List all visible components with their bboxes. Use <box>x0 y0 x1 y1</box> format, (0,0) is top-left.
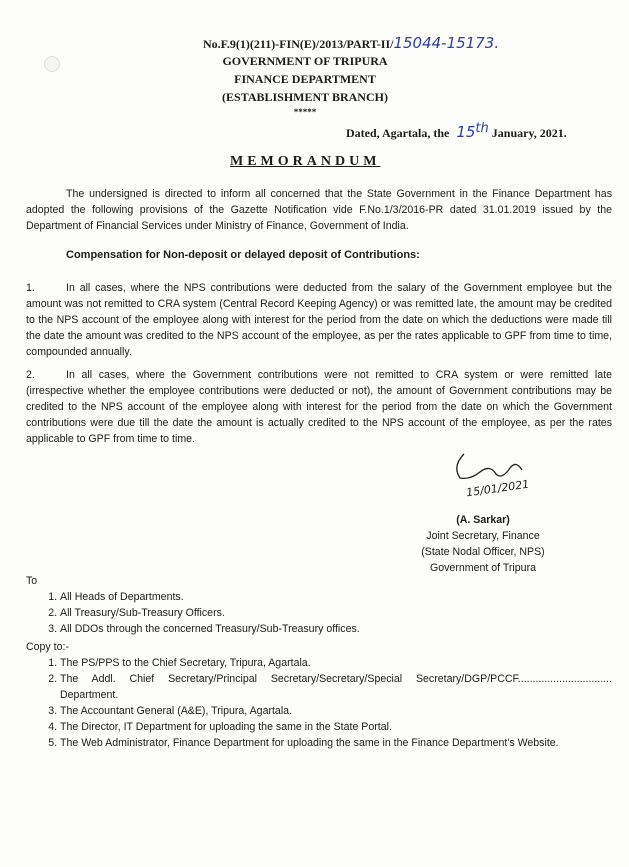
branch-name: (ESTABLISHMENT BRANCH) <box>222 90 388 104</box>
to-item: 1. All Heads of Departments. <box>60 589 612 605</box>
department-name: FINANCE DEPARTMENT <box>234 72 376 86</box>
signature-date: 15/01/2021 <box>465 477 531 500</box>
date-suffix: January, 2021. <box>491 126 567 140</box>
copy-to-item: 3. The Accountant General (A&E), Tripura, Agartala. <box>60 703 612 719</box>
copy-to-item: 1. The PS/PPS to the Chief Secretary, Tripura, Agartala. <box>60 655 612 671</box>
signatory-name: (A. Sarkar) <box>456 514 510 526</box>
intro-text: The undersigned is directed to inform all concerned that the State Government in the Finance Department has adopted the following provisions of the Gazette Notification vide F.No.1/3/2016-PR dated 31.01.2019 issued by the Department of Financial Services under Ministry of Finance, Government of India. <box>26 188 612 232</box>
copy-to-list <box>26 655 612 751</box>
letterhead <box>180 52 430 118</box>
copy-to-item: 5. The Web Administrator, Finance Department for uploading the same in the Finance Department's Website. <box>60 735 612 751</box>
to-label: To <box>26 575 38 587</box>
handwritten-sup: th <box>475 121 489 136</box>
memorandum-title: MEMORANDUM <box>230 154 381 169</box>
signatory-block <box>418 512 548 576</box>
point-1 <box>26 280 612 360</box>
government-name: GOVERNMENT OF TRIPURA <box>222 54 388 68</box>
signatory-designation: Joint Secretary, Finance <box>426 530 540 542</box>
to-section <box>26 573 612 751</box>
copy-to-label: Copy to:- <box>26 641 69 653</box>
punch-hole <box>44 56 60 72</box>
signatory-org: Government of Tripura <box>430 562 536 574</box>
handwritten-day: 15 <box>456 123 476 141</box>
stars: ***** <box>293 107 317 117</box>
to-item: 2. All Treasury/Sub-Treasury Officers. <box>60 605 612 621</box>
file-number <box>203 34 499 53</box>
subheading: Compensation for Non-deposit or delayed deposit of Contributions: <box>66 249 420 261</box>
intro-paragraph <box>26 186 612 234</box>
point-2-text: In all cases, where the Government contributions were not remitted to CRA system or were remitted late (irrespective whether the employee contributions were deducted or not), the amount of Government contributions may be credited to the NPS account of the employee along with interest for the period from the date on which the Government contributions were due till the date the amount is actually credited to the NPS account of the employee, as per the rates applicable to GPF from time to time. <box>26 369 612 445</box>
date-prefix: Dated, Agartala, the <box>346 126 450 140</box>
point-2 <box>26 367 612 447</box>
point-1-number: 1. <box>26 282 35 294</box>
copy-to-item: 2. The Addl. Chief Secretary/Principal Secretary/Secretary/Special Secretary/DGP/PCCF................................ Department. <box>60 671 612 703</box>
signature-mark <box>450 450 530 510</box>
handwritten-number: 15044-15173. <box>393 34 500 52</box>
to-item: 3. All DDOs through the concerned Treasury/Sub-Treasury offices. <box>60 621 612 637</box>
point-1-text: In all cases, where the NPS contributions were deducted from the salary of the Government employee but the amount was not remitted to CRA system (Central Record Keeping Agency) or was remitted late, the amount may be credited to the NPS account of the employee along with interest for the period from the date on which the deductions were made till the date the amount was credited to the NPS account of the employee, as per the rates applicable to GPF from time to time, compounded annually. <box>26 282 612 358</box>
copy-to-item: 4. The Director, IT Department for uploading the same in the State Portal. <box>60 719 612 735</box>
signatory-role: (State Nodal Officer, NPS) <box>421 546 545 558</box>
point-2-number: 2. <box>26 369 35 381</box>
to-list <box>26 589 612 637</box>
date-line <box>346 120 567 142</box>
file-number-text: No.F.9(1)(211)-FIN(E)/2013/PART-II/ <box>203 37 394 51</box>
